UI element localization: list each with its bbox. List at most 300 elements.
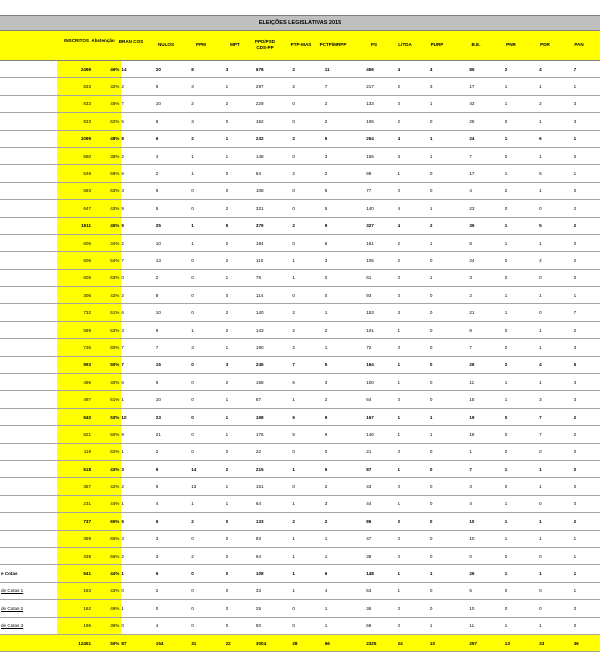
cell-party-12: 5 [539, 165, 573, 182]
cell-inscritos: 496 [57, 374, 91, 391]
cell-party-11: 2 [505, 61, 539, 78]
cell-party-9: 0 [430, 443, 469, 460]
cell-party-1: 5 [156, 113, 191, 130]
cell-party-10: 11 [469, 374, 504, 391]
cell-party-11: 0 [505, 147, 539, 164]
cell-abstencao: 50% [91, 356, 121, 373]
cell-party-0: 9 [121, 426, 155, 443]
cell-party-11: 0 [505, 600, 539, 617]
cell-party-12: 1 [539, 565, 573, 582]
cell-party-1: 5 [156, 200, 191, 217]
table-row [0, 321, 600, 338]
cell-party-9: 4 [430, 61, 469, 78]
cell-party-5: 1 [292, 530, 324, 547]
header-party-13: PAN [574, 42, 584, 47]
cell-party-8: 0 [398, 443, 430, 460]
cell-party-12: 2 [539, 95, 573, 112]
cell-party-13: 2 [574, 200, 600, 217]
cell-party-11: 1 [505, 234, 539, 251]
cell-inscritos: 399 [57, 530, 91, 547]
cell-party-12: 1 [539, 460, 573, 477]
cell-party-12: 1 [539, 287, 573, 304]
cell-party-3: 2 [226, 460, 256, 477]
cell-party-13: 0 [574, 182, 600, 199]
cell-party-3: 1 [226, 495, 256, 512]
cell-inscritos: 833 [57, 78, 91, 95]
header-inscritos: INSCRITOS [64, 38, 89, 43]
cell-party-3: 1 [226, 426, 256, 443]
cell-party-8: 0 [398, 547, 430, 564]
cell-party-0: 5 [121, 113, 155, 130]
cell-party-1: 23 [156, 408, 191, 425]
cell-party-8: 4 [398, 61, 430, 78]
cell-party-4: 215 [256, 460, 292, 477]
cell-party-1: 20 [156, 61, 191, 78]
cell-party-10: 10 [469, 600, 504, 617]
table-row [0, 339, 600, 356]
cell-party-1: 6 [156, 130, 191, 147]
cell-party-9: 0 [430, 182, 469, 199]
cell-party-3: 2 [226, 304, 256, 321]
cell-party-9: 0 [430, 478, 469, 495]
cell-party-0: 0 [121, 582, 155, 599]
cell-party-2: 0 [191, 426, 225, 443]
table-row [0, 391, 600, 408]
table-row [0, 269, 600, 286]
cell-party-4: 84 [256, 165, 292, 182]
cell-party-4: 25 [256, 600, 292, 617]
cell-party-5: 1 [292, 495, 324, 512]
cell-party-7: 327 [366, 217, 397, 234]
cell-party-1: 5 [156, 182, 191, 199]
cell-party-5: 1 [292, 565, 324, 582]
cell-abstencao: 43% [91, 460, 121, 477]
cell-party-0: 7 [121, 356, 155, 373]
cell-abstencao: 54% [91, 252, 121, 269]
cell-party-0: 3 [121, 460, 155, 477]
cell-party-5: 2 [292, 339, 324, 356]
cell-party-10: 24 [469, 252, 504, 269]
cell-party-2: 8 [191, 61, 225, 78]
cell-party-6: 7 [325, 78, 366, 95]
cell-party-2: 0 [191, 182, 225, 199]
cell-party-12: 0 [539, 200, 573, 217]
table-row [0, 600, 600, 617]
cell-party-4: 50 [256, 617, 292, 634]
cell-abstencao: 42% [91, 478, 121, 495]
cell-party-3: 2 [226, 200, 256, 217]
cell-party-7: 36 [366, 600, 397, 617]
cell-inscritos: 497 [57, 391, 91, 408]
cell-party-10: 26 [469, 356, 504, 373]
cell-party-5: 1 [292, 391, 324, 408]
cell-party-8: 4 [398, 130, 430, 147]
cell-party-8: 1 [398, 426, 430, 443]
cell-party-4: 64 [256, 495, 292, 512]
cell-party-13: 3 [574, 95, 600, 112]
header-party-1: NULOS [157, 42, 175, 47]
cell-party-0: 9 [121, 200, 155, 217]
cell-party-12: 0 [539, 547, 573, 564]
table-row [0, 426, 600, 443]
cell-abstencao: 44% [91, 495, 121, 512]
cell-party-11: 1 [505, 95, 539, 112]
cell-inscritos: 1511 [57, 217, 91, 234]
cell-party-2: 1 [191, 234, 225, 251]
table-row [0, 408, 600, 425]
cell-party-5: 2 [292, 513, 324, 530]
cell-party-10: 15 [469, 391, 504, 408]
row-label [0, 495, 57, 512]
cell-party-8: 0 [398, 95, 430, 112]
cell-party-11: 1 [505, 165, 539, 182]
cell-party-3: 0 [226, 530, 256, 547]
cell-party-11: 0 [505, 339, 539, 356]
cell-party-10: 85 [469, 61, 504, 78]
cell-party-9: 0 [430, 547, 469, 564]
cell-party-13: 7 [574, 304, 600, 321]
cell-party-12: 7 [539, 408, 573, 425]
cell-party-0: 3 [121, 321, 155, 338]
row-label [0, 95, 57, 112]
cell-party-10: 25 [469, 113, 504, 130]
cell-party-5: 5 [292, 408, 324, 425]
total-row [0, 634, 600, 651]
cell-party-1: 3 [156, 530, 191, 547]
cell-inscritos: 647 [57, 200, 91, 217]
cell-party-11: 0 [505, 113, 539, 130]
cell-party-2: 0 [191, 304, 225, 321]
cell-party-12: 0 [539, 304, 573, 321]
cell-party-2: 0 [191, 356, 225, 373]
cell-party-7: 146 [366, 426, 397, 443]
cell-party-6: 5 [325, 182, 366, 199]
cell-party-2: 3 [191, 78, 225, 95]
cell-party-4: 64 [256, 547, 292, 564]
table-row [0, 252, 600, 269]
cell-party-9: 0 [430, 582, 469, 599]
spreadsheet [0, 15, 600, 646]
cell-party-7: 161 [366, 234, 397, 251]
cell-party-0: 0 [121, 617, 155, 634]
cell-abstencao: 40% [91, 374, 121, 391]
cell-party-4: 678 [256, 61, 292, 78]
cell-party-7: 77 [366, 182, 397, 199]
cell-party-6: 2 [325, 513, 366, 530]
cell-party-13: 1 [574, 547, 600, 564]
cell-party-13: 2 [574, 252, 600, 269]
cell-party-11: 1 [505, 530, 539, 547]
cell-party-13: 1 [574, 287, 600, 304]
cell-party-0: 87 [121, 634, 155, 651]
cell-inscritos: 387 [57, 478, 91, 495]
cell-party-1: 10 [156, 391, 191, 408]
cell-party-2: 1 [191, 321, 225, 338]
cell-party-13: 3 [574, 374, 600, 391]
table-row [0, 182, 600, 199]
row-label: de Cotas 3 [0, 617, 57, 634]
cell-party-7: 140 [366, 200, 397, 217]
table-row [0, 113, 600, 130]
cell-abstencao: 63% [91, 182, 121, 199]
cell-party-0: 3 [121, 530, 155, 547]
cell-party-5: 1 [292, 252, 324, 269]
table-row [0, 200, 600, 217]
cell-party-8: 0 [398, 182, 430, 199]
cell-party-0: 7 [121, 339, 155, 356]
cell-party-8: 0 [398, 391, 430, 408]
cell-party-3: 0 [226, 513, 256, 530]
cell-party-7: 101 [366, 321, 397, 338]
cell-party-11: 0 [505, 252, 539, 269]
cell-party-12: 1 [539, 617, 573, 634]
cell-party-2: 0 [191, 374, 225, 391]
cell-party-6: 5 [325, 130, 366, 147]
cell-party-8: 0 [398, 269, 430, 286]
cell-party-3: 1 [226, 391, 256, 408]
cell-party-4: 151 [256, 478, 292, 495]
table-row [0, 547, 600, 564]
cell-party-9: 3 [430, 78, 469, 95]
cell-party-3: 1 [226, 147, 256, 164]
cell-party-12: 0 [539, 495, 573, 512]
cell-party-11: 0 [505, 321, 539, 338]
cell-party-11: 2 [505, 182, 539, 199]
cell-inscritos: 737 [57, 513, 91, 530]
cell-abstencao: 51% [91, 304, 121, 321]
cell-party-13: 1 [574, 565, 600, 582]
cell-party-12: 1 [539, 234, 573, 251]
cell-party-11: 13 [505, 634, 539, 651]
table-row [0, 478, 600, 495]
cell-party-5: 0 [292, 95, 324, 112]
cell-party-9: 0 [430, 391, 469, 408]
cell-inscritos: 736 [57, 339, 91, 356]
cell-party-6: 5 [325, 356, 366, 373]
cell-inscritos: 993 [57, 356, 91, 373]
cell-party-13: 3 [574, 113, 600, 130]
cell-party-4: 148 [256, 147, 292, 164]
cell-party-3: 0 [226, 443, 256, 460]
cell-party-12: 1 [539, 478, 573, 495]
cell-party-4: 232 [256, 130, 292, 147]
cell-party-12: 1 [539, 513, 573, 530]
cell-party-5: 7 [292, 356, 324, 373]
cell-abstencao: 62% [91, 113, 121, 130]
cell-party-8: 0 [398, 478, 430, 495]
cell-party-1: 15 [156, 356, 191, 373]
cell-party-10: 35 [469, 217, 504, 234]
cell-party-12: 0 [539, 269, 573, 286]
cell-abstencao: 61% [91, 391, 121, 408]
cell-party-9: 0 [430, 304, 469, 321]
cell-party-12: 4 [539, 356, 573, 373]
cell-party-3: 1 [226, 269, 256, 286]
cell-party-10: 3 [469, 478, 504, 495]
cell-party-7: 155 [366, 147, 397, 164]
cell-party-4: 114 [256, 287, 292, 304]
cell-party-12: 6 [539, 130, 573, 147]
cell-party-6: 0 [325, 269, 366, 286]
cell-party-6: 1 [325, 339, 366, 356]
cell-party-9: 1 [430, 269, 469, 286]
cell-party-8: 1 [398, 165, 430, 182]
cell-party-11: 1 [505, 565, 539, 582]
row-label: e Cotas [0, 565, 57, 582]
cell-party-1: 13 [156, 252, 191, 269]
cell-party-11: 1 [505, 513, 539, 530]
cell-party-10: 2 [469, 287, 504, 304]
cell-party-10: 0 [469, 547, 504, 564]
row-label [0, 547, 57, 564]
cell-party-12: 4 [539, 61, 573, 78]
cell-party-0: 7 [121, 95, 155, 112]
cell-party-7: 53 [366, 582, 397, 599]
cell-party-13: 0 [574, 443, 600, 460]
cell-party-0: 2 [121, 287, 155, 304]
cell-party-1: 2 [156, 269, 191, 286]
cell-party-11: 1 [505, 304, 539, 321]
cell-party-1: 4 [156, 617, 191, 634]
cell-party-8: 1 [398, 582, 430, 599]
cell-party-1: 154 [156, 634, 191, 651]
cell-party-9: 0 [430, 165, 469, 182]
row-label [0, 460, 57, 477]
cell-party-1: 2 [156, 165, 191, 182]
cell-party-13: 0 [574, 147, 600, 164]
cell-party-4: 198 [256, 408, 292, 425]
cell-inscritos: 338 [57, 547, 91, 564]
cell-party-2: 0 [191, 617, 225, 634]
cell-party-6: 9 [325, 408, 366, 425]
cell-party-8: 2 [398, 234, 430, 251]
cell-party-9: 0 [430, 460, 469, 477]
cell-party-8: 1 [398, 495, 430, 512]
cell-party-4: 229 [256, 95, 292, 112]
cell-party-11: 1 [505, 391, 539, 408]
header-party-7: PS [370, 42, 378, 47]
cell-party-13: 2 [574, 513, 600, 530]
table-row [0, 565, 600, 582]
cell-party-1: 10 [156, 234, 191, 251]
cell-inscritos: 541 [57, 565, 91, 582]
row-label [0, 530, 57, 547]
cell-party-11: 1 [505, 460, 539, 477]
cell-party-9: 0 [430, 356, 469, 373]
cell-party-13: 7 [574, 61, 600, 78]
cell-abstencao: 53% [91, 408, 121, 425]
cell-party-6: 2 [325, 321, 366, 338]
cell-party-12: 1 [539, 339, 573, 356]
cell-party-9: 0 [430, 374, 469, 391]
cell-party-4: 3004 [256, 634, 292, 651]
header-abstencao: Abstenção [91, 38, 115, 43]
cell-party-8: 24 [398, 634, 430, 651]
cell-party-4: 22 [256, 443, 292, 460]
cell-party-9: 1 [430, 617, 469, 634]
cell-party-7: 21 [366, 443, 397, 460]
cell-party-1: 9 [156, 460, 191, 477]
cell-party-13: 0 [574, 600, 600, 617]
cell-party-5: 5 [292, 426, 324, 443]
cell-party-3: 22 [226, 634, 256, 651]
cell-party-7: 87 [366, 460, 397, 477]
cell-party-6: 2 [325, 95, 366, 112]
row-label [0, 113, 57, 130]
cell-party-5: 0 [292, 443, 324, 460]
cell-party-5: 6 [292, 374, 324, 391]
cell-abstencao: 63% [91, 269, 121, 286]
table-row [0, 582, 600, 599]
cell-party-2: 13 [191, 478, 225, 495]
cell-abstencao: 45% [91, 95, 121, 112]
cell-party-4: 321 [256, 200, 292, 217]
cell-party-6: 2 [325, 113, 366, 130]
cell-party-10: 4 [469, 182, 504, 199]
cell-party-13: 0 [574, 269, 600, 286]
row-label [0, 252, 57, 269]
cell-party-2: 1 [191, 147, 225, 164]
cell-party-0: 14 [121, 61, 155, 78]
cell-party-8: 3 [398, 147, 430, 164]
cell-party-6: 1 [325, 547, 366, 564]
cell-party-2: 0 [191, 443, 225, 460]
cell-party-8: 2 [398, 78, 430, 95]
header-party-0: BRAN COS [118, 39, 144, 44]
cell-party-6: 5 [325, 200, 366, 217]
cell-party-4: 75 [256, 269, 292, 286]
cell-party-9: 0 [430, 339, 469, 356]
cell-party-4: 297 [256, 78, 292, 95]
row-label [0, 374, 57, 391]
cell-inscritos: 599 [57, 321, 91, 338]
table-row [0, 460, 600, 477]
table-row [0, 617, 600, 634]
cell-abstencao: 46% [91, 61, 121, 78]
cell-inscritos: 1099 [57, 130, 91, 147]
cell-party-7: 105 [366, 252, 397, 269]
cell-party-5: 0 [292, 234, 324, 251]
cell-party-7: 61 [366, 269, 397, 286]
cell-abstencao: 50% [91, 634, 121, 651]
cell-party-1: 5 [156, 374, 191, 391]
cell-party-9: 1 [430, 95, 469, 112]
cell-inscritos: 549 [57, 165, 91, 182]
cell-party-3: 1 [226, 130, 256, 147]
cell-abstencao: 50% [91, 426, 121, 443]
cell-party-7: 217 [366, 78, 397, 95]
row-label [0, 426, 57, 443]
cell-party-6: 2 [325, 391, 366, 408]
cell-party-8: 1 [398, 460, 430, 477]
cell-party-11: 1 [505, 287, 539, 304]
cell-party-8: 4 [398, 217, 430, 234]
cell-party-5: 2 [292, 165, 324, 182]
cell-party-4: 143 [256, 321, 292, 338]
cell-party-12: 1 [539, 321, 573, 338]
cell-party-6: 9 [325, 426, 366, 443]
cell-party-3: 0 [226, 582, 256, 599]
cell-inscritos: 593 [57, 182, 91, 199]
cell-party-6: 11 [325, 61, 366, 78]
cell-party-0: 1 [121, 600, 155, 617]
cell-party-3: 5 [226, 217, 256, 234]
cell-inscritos: 821 [57, 426, 91, 443]
cell-party-2: 1 [191, 495, 225, 512]
cell-party-7: 86 [366, 513, 397, 530]
table-row [0, 165, 600, 182]
cell-party-10: 297 [469, 634, 504, 651]
